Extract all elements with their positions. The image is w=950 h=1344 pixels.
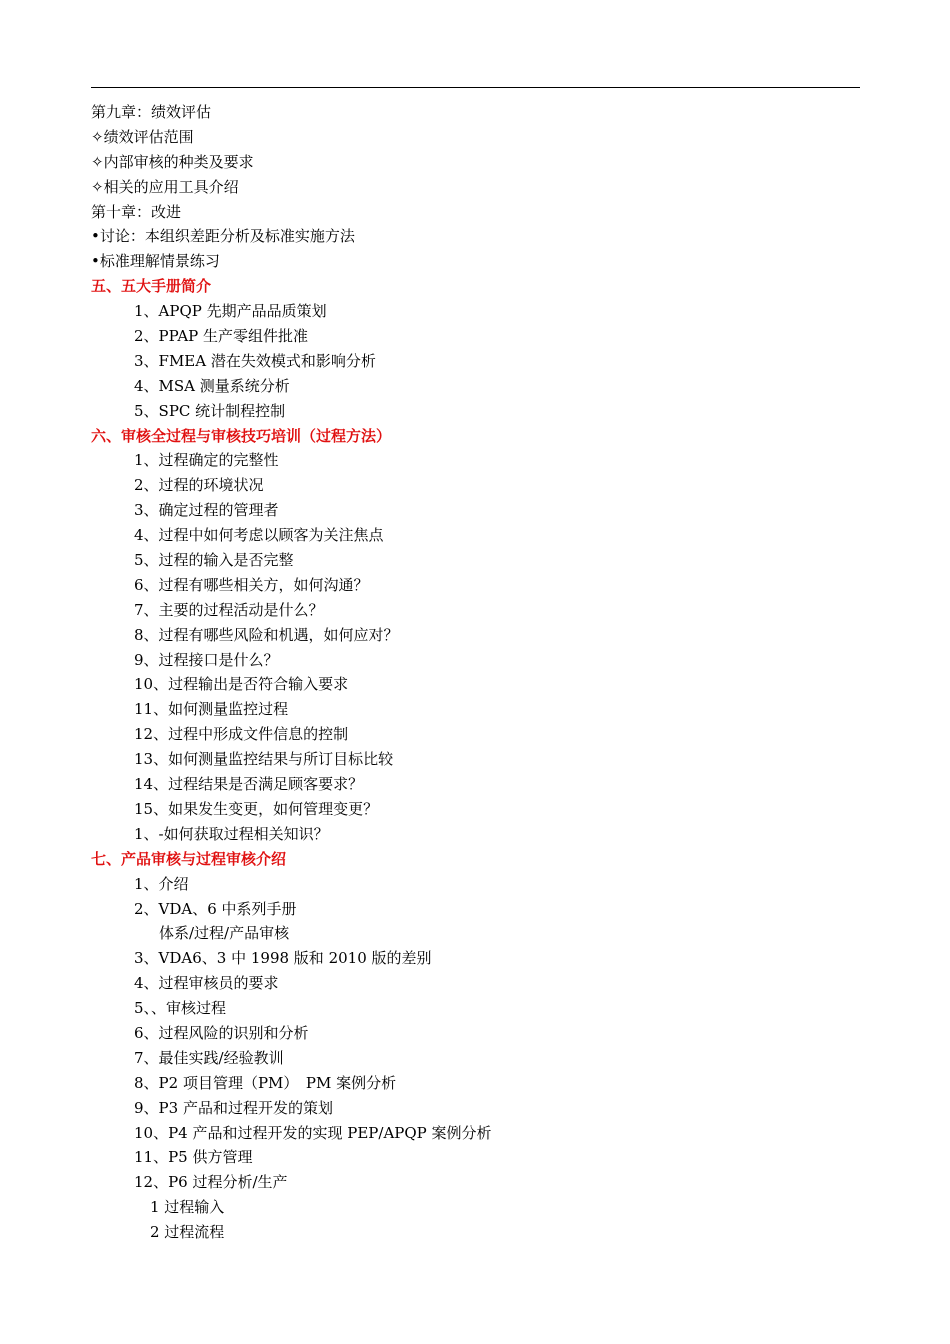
list-item: 11、P5 供方管理 — [134, 1148, 253, 1167]
list-item: 2、VDA、6 中系列手册 — [134, 899, 297, 918]
list-item: 12、过程中形成文件信息的控制 — [134, 725, 349, 744]
list-item: 8、过程有哪些风险和机遇，如何应对？ — [134, 625, 399, 644]
list-subitem: 1 过程输入 — [150, 1198, 225, 1217]
list-item: 14、过程结果是否满足顾客要求？ — [134, 775, 364, 794]
list-item: 9、过程接口是什么？ — [134, 650, 279, 669]
section-6-heading: 六、审核全过程与审核技巧培训（过程方法） — [91, 426, 392, 445]
list-item: 1、-如何获取过程相关知识？ — [134, 824, 329, 843]
list-item: 1、APQP 先期产品品质策划 — [134, 302, 327, 321]
list-item: 10、P4 产品和过程开发的实现 PEP/APQP 案例分析 — [134, 1123, 492, 1142]
list-item: 3、FMEA 潜在失效模式和影响分析 — [134, 351, 376, 370]
list-item: 13、如何测量监控结果与所订目标比较 — [134, 750, 394, 769]
section-5-heading: 五、五大手册简介 — [91, 277, 212, 296]
list-item: 5、、审核过程 — [134, 999, 227, 1018]
header-rule — [91, 87, 860, 88]
list-item: 4、过程审核员的要求 — [134, 974, 279, 993]
list-item: 11、如何测量监控过程 — [134, 700, 289, 719]
list-item: 1、介绍 — [134, 874, 189, 893]
chapter-10-title: 第十章：改进 — [91, 202, 182, 221]
list-item: 6、过程风险的识别和分析 — [134, 1023, 309, 1042]
list-item: 9、P3 产品和过程开发的策划 — [134, 1098, 333, 1117]
list-subitem: 2 过程流程 — [150, 1223, 225, 1242]
list-item: 4、MSA 测量系统分析 — [134, 376, 290, 395]
list-item: ✧相关的应用工具介绍 — [91, 177, 239, 196]
list-item: 7、最佳实践/经验教训 — [134, 1048, 284, 1067]
chapter-9-title: 第九章：绩效评估 — [91, 103, 212, 121]
list-item: 15、如果发生变更，如何管理变更？ — [134, 799, 379, 818]
document-body — [91, 100, 860, 1245]
list-item: ✧内部审核的种类及要求 — [91, 152, 254, 171]
list-item: 4、过程中如何考虑以顾客为关注焦点 — [134, 526, 384, 545]
list-subitem: 体系/过程/产品审核 — [159, 924, 290, 943]
list-item: 6、过程有哪些相关方，如何沟通？ — [134, 575, 369, 594]
list-item: 2、PPAP 生产零组件批准 — [134, 327, 309, 346]
list-item: 2、过程的环境状况 — [134, 476, 264, 495]
list-item: 3、VDA6、3 中 1998 版和 2010 版的差别 — [134, 949, 432, 968]
list-item: •讨论：本组织差距分析及标准实施方法 — [91, 227, 355, 246]
list-item: •标准理解情景练习 — [91, 252, 220, 271]
list-item: ✧绩效评估范围 — [91, 127, 194, 146]
list-item: 1、过程确定的完整性 — [134, 451, 279, 470]
list-item: 7、主要的过程活动是什么？ — [134, 600, 324, 619]
list-item: 5、过程的输入是否完整 — [134, 551, 294, 570]
list-item: 8、P2 项目管理（PM） PM 案例分析 — [134, 1073, 397, 1092]
list-item: 5、SPC 统计制程控制 — [134, 401, 286, 420]
list-item: 10、过程输出是否符合输入要求 — [134, 675, 349, 694]
list-item: 12、P6 过程分析/生产 — [134, 1173, 288, 1192]
section-7-heading: 七、产品审核与过程审核介绍 — [91, 849, 287, 868]
list-item: 3、确定过程的管理者 — [134, 501, 279, 520]
